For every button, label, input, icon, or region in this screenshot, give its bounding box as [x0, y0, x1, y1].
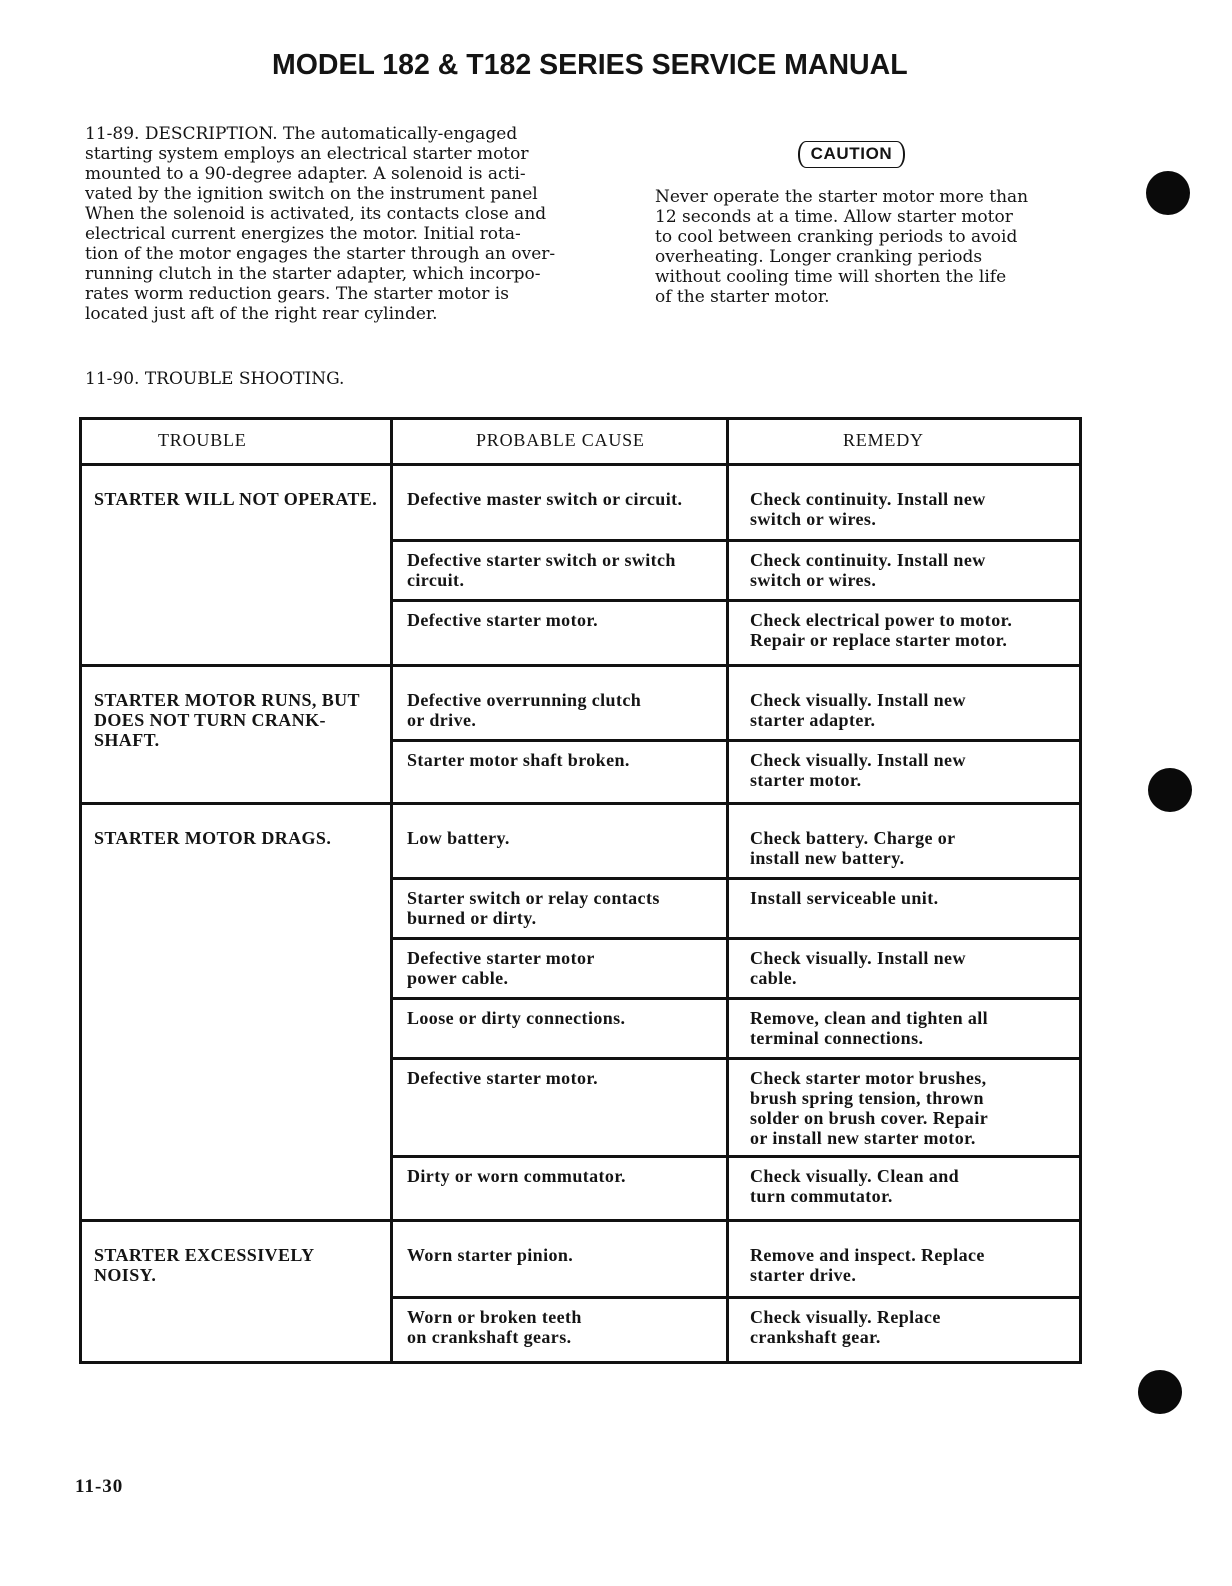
cause-cell: Defective starter switch or switch circuit.: [393, 542, 726, 599]
remedy-cell: Check visually. Replace crankshaft gear.: [729, 1299, 1079, 1361]
binder-hole: [1138, 1370, 1182, 1414]
trouble-cell: STARTER EXCESSIVELY NOISY.: [82, 1222, 390, 1361]
troubleshooting-table: [79, 417, 1082, 1364]
column-header-trouble: TROUBLE: [82, 420, 390, 463]
page-title: MODEL 182 & T182 SERIES SERVICE MANUAL: [272, 49, 908, 81]
remedy-cell: Check visually. Install new cable.: [729, 940, 1079, 997]
page-number: 11-30: [75, 1476, 124, 1497]
trouble-cell: STARTER MOTOR DRAGS.: [82, 805, 390, 1219]
remedy-cell: Check visually. Install new starter motor.: [729, 742, 1079, 802]
cause-cell: Starter switch or relay contacts burned or dirty.: [393, 880, 726, 937]
description-paragraph: 11-89. DESCRIPTION. The automatically-engaged starting system employs an electrical starter motor mounted to a 90-degree adapter. A solenoid is acti- vated by the ignition switch on the instrument panel When the solenoid is activated, its contacts close and electrical current energizes the motor. Initial rota- tion of the motor engages the starter through an over- running clutch in the starter adapter, which incorpo- rates worm reduction gears. The starter motor is located just aft of the right rear cylinder.: [85, 124, 556, 324]
remedy-cell: Check visually. Clean and turn commutator.: [729, 1158, 1079, 1219]
remedy-cell: Check visually. Install new starter adapter.: [729, 667, 1079, 739]
troubleshooting-heading: 11-90. TROUBLE SHOOTING.: [85, 369, 345, 389]
cause-cell: Starter motor shaft broken.: [393, 742, 726, 802]
remedy-cell: Check starter motor brushes, brush spring tension, thrown solder on brush cover. Repair or install new starter motor.: [729, 1060, 1079, 1155]
caution-label: CAUTION: [798, 141, 905, 168]
caution-paragraph: Never operate the starter motor more than 12 seconds at a time. Allow starter motor to cool between cranking periods to avoid overheating. Longer cranking periods without cooling time will shorten the life of the starter motor.: [655, 187, 1029, 307]
column-header-remedy: REMEDY: [729, 420, 1079, 463]
remedy-cell: Install serviceable unit.: [729, 880, 1079, 937]
trouble-cell: STARTER MOTOR RUNS, BUT DOES NOT TURN CRANK- SHAFT.: [82, 667, 390, 802]
remedy-cell: Check battery. Charge or install new battery.: [729, 805, 1079, 877]
cause-cell: Low battery.: [393, 805, 726, 877]
binder-hole: [1146, 171, 1190, 215]
cause-cell: Defective starter motor power cable.: [393, 940, 726, 997]
cause-cell: Defective overrunning clutch or drive.: [393, 667, 726, 739]
cause-cell: Loose or dirty connections.: [393, 1000, 726, 1057]
cause-cell: Defective starter motor.: [393, 602, 726, 664]
cause-cell: Worn starter pinion.: [393, 1222, 726, 1296]
cause-cell: Worn or broken teeth on crankshaft gears.: [393, 1299, 726, 1361]
cause-cell: Defective starter motor.: [393, 1060, 726, 1155]
remedy-cell: Remove, clean and tighten all terminal connections.: [729, 1000, 1079, 1057]
cause-cell: Defective master switch or circuit.: [393, 466, 726, 539]
binder-hole: [1148, 768, 1192, 812]
cause-cell: Dirty or worn commutator.: [393, 1158, 726, 1219]
remedy-cell: Remove and inspect. Replace starter drive.: [729, 1222, 1079, 1296]
remedy-cell: Check continuity. Install new switch or wires.: [729, 542, 1079, 599]
remedy-cell: Check continuity. Install new switch or wires.: [729, 466, 1079, 539]
trouble-cell: STARTER WILL NOT OPERATE.: [82, 466, 390, 664]
remedy-cell: Check electrical power to motor. Repair or replace starter motor.: [729, 602, 1079, 664]
column-header-probable-cause: PROBABLE CAUSE: [393, 420, 726, 463]
